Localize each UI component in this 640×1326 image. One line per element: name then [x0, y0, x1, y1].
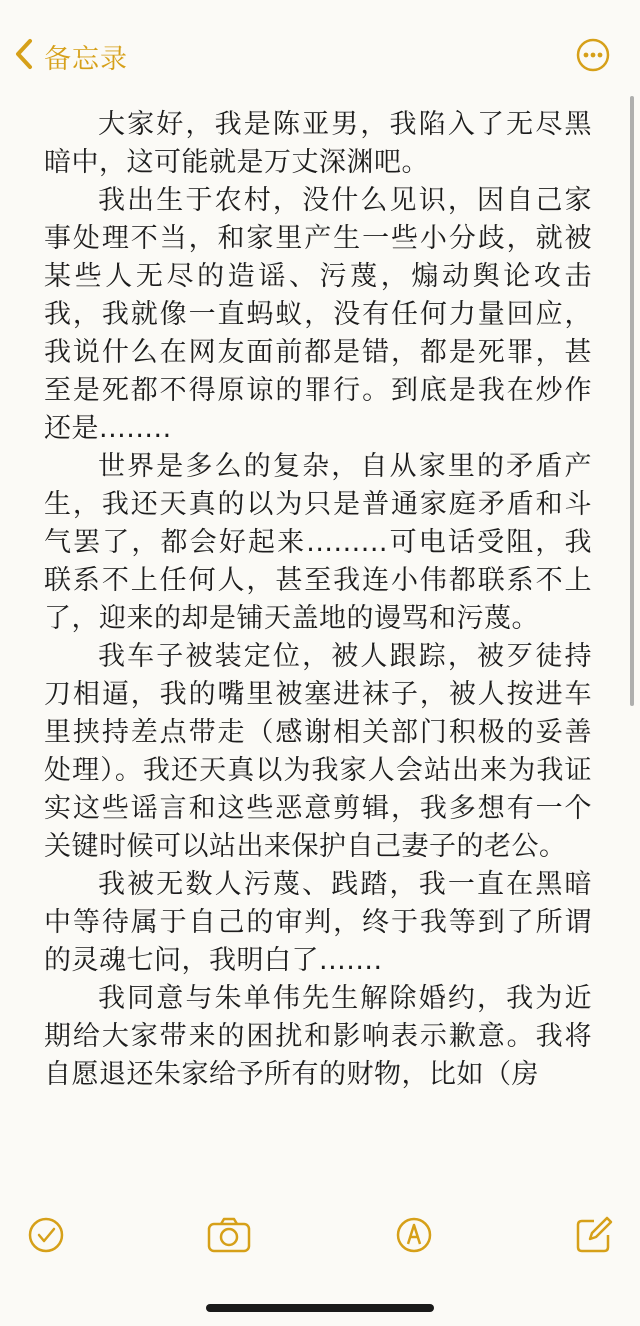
scrollbar[interactable]: [630, 96, 634, 706]
chevron-left-icon: [12, 37, 36, 75]
markup-pen-icon: [394, 1240, 434, 1259]
camera-icon: [206, 1240, 252, 1259]
home-indicator[interactable]: [206, 1304, 434, 1312]
checklist-button[interactable]: [26, 1215, 66, 1255]
compose-icon: [574, 1240, 614, 1259]
note-body[interactable]: [44, 106, 592, 1191]
back-button[interactable]: [12, 36, 128, 76]
note-paragraph: 世界是多么的复杂，自从家里的矛盾产生，我还天真的以为只是普通家庭矛盾和斗气罢了，都会好起来.........可电话受阻，我联系不上任何人，甚至我连小伟都联系不上了，迎来的却是铺天盖地的谩骂和污蔑。: [44, 451, 592, 634]
markup-button[interactable]: [394, 1215, 434, 1255]
bottom-toolbar: [0, 1210, 640, 1270]
camera-button[interactable]: [206, 1215, 252, 1255]
note-paragraph: 我同意与朱单伟先生解除婚约，我为近期给大家带来的困扰和影响表示歉意。我将自愿退还朱家给予所有的财物，比如（房: [44, 983, 592, 1090]
checklist-icon: [26, 1240, 66, 1259]
note-paragraph: 我车子被装定位，被人跟踪，被歹徒持刀相逼，我的嘴里被塞进袜子，被人按进车里挟持差点带走（感谢相关部门积极的妥善处理）。我还天真以为我家人会站出来为我证实这些谣言和这些恶意剪辑，我多想有一个关键时候可以站出来保护自己妻子的老公。: [44, 641, 592, 862]
more-options-button[interactable]: [576, 38, 610, 72]
navigation-bar: [0, 0, 640, 100]
note-paragraph: 我出生于农村，没什么见识，因自己家事处理不当，和家里产生一些小分歧，就被某些人无尽的造谣、污蔑，煽动舆论攻击我，我就像一直蚂蚁，没有任何力量回应，我说什么在网友面前都是错，都是死罪，甚至是死都不得原谅的罪行。到底是我在炒作还是........: [44, 185, 592, 444]
compose-button[interactable]: [574, 1215, 614, 1255]
ellipsis-circle-icon: [576, 57, 610, 76]
note-paragraph: 我被无数人污蔑、践踏，我一直在黑暗中等待属于自己的审判，终于我等到了所谓的灵魂七问，我明白了.......: [44, 869, 592, 976]
back-label: 备忘录: [44, 43, 128, 75]
note-paragraph: 大家好，我是陈亚男，我陷入了无尽黑暗中，这可能就是万丈深渊吧。: [44, 109, 592, 178]
